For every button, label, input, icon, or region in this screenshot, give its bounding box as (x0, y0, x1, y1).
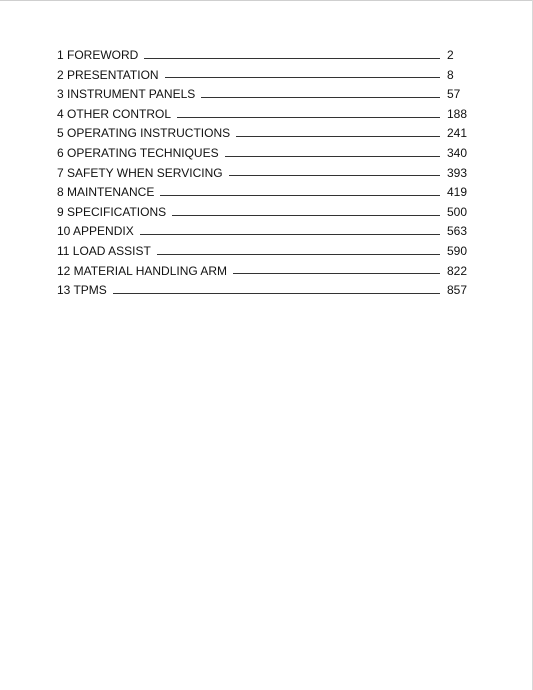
toc-entry-title: 13 TPMS (57, 283, 107, 298)
toc-entry-page-number: 57 (447, 87, 461, 102)
toc-leader-line (236, 136, 440, 137)
toc-entry-load-assist[interactable] (57, 242, 469, 262)
toc-entry-page-number: 419 (447, 185, 468, 200)
toc-entry-page-number: 500 (447, 204, 468, 219)
toc-entry-page-number: 563 (447, 224, 468, 239)
toc-entry-page-number: 241 (447, 126, 468, 141)
toc-leader-line (144, 58, 440, 59)
toc-entry-title: 11 LOAD ASSIST (57, 243, 151, 258)
toc-entry-title: 1 FOREWORD (57, 48, 139, 62)
toc-entry-safety-when-servicing[interactable] (57, 164, 469, 184)
toc-leader-line (229, 175, 440, 176)
toc-entry-title: 2 PRESENTATION (57, 67, 159, 82)
toc-entry-page-number: 857 (447, 283, 468, 298)
toc-entry-page-number: 340 (447, 145, 468, 160)
toc-entry-title: 9 SPECIFICATIONS (57, 204, 167, 219)
toc-entry-title: 5 OPERATING INSTRUCTIONS (57, 126, 231, 141)
toc-entry-material-handling-arm[interactable] (57, 262, 469, 282)
toc-entry-presentation[interactable] (57, 66, 469, 86)
toc-entry-page-number: 590 (447, 243, 468, 258)
toc-entry-other-control[interactable] (57, 105, 469, 125)
toc-entry-title: 10 APPENDIX (57, 224, 134, 239)
toc-entry-title: 6 OPERATING TECHNIQUES (57, 145, 219, 160)
toc-entry-page-number: 8 (447, 67, 454, 82)
toc-entry-maintenance[interactable] (57, 183, 469, 203)
toc-entry-appendix[interactable] (57, 222, 469, 242)
toc-entry-page-number: 188 (447, 106, 468, 121)
toc-leader-line (201, 97, 440, 98)
toc-entry-page-number: 2 (447, 48, 454, 62)
toc-entry-title: 12 MATERIAL HANDLING ARM (57, 263, 228, 278)
toc-entry-title: 3 INSTRUMENT PANELS (57, 87, 196, 102)
toc-entry-page-number: 822 (447, 263, 468, 278)
toc-entry-instrument-panels[interactable] (57, 85, 469, 105)
toc-leader-line (172, 215, 440, 216)
page-top-border (0, 0, 533, 1)
toc-entry-tpms[interactable] (57, 281, 469, 301)
toc-leader-line (165, 77, 440, 78)
toc-entry-title: 7 SAFETY WHEN SERVICING (57, 165, 223, 180)
toc-leader-line (225, 156, 440, 157)
toc-entry-title: 4 OTHER CONTROL (57, 106, 172, 121)
toc-leader-line (177, 117, 440, 118)
toc-entry-specifications[interactable] (57, 203, 469, 223)
toc-entry-operating-instructions[interactable] (57, 124, 469, 144)
toc-leader-line (157, 254, 440, 255)
toc-leader-line (113, 293, 440, 294)
table-of-contents (57, 46, 469, 301)
toc-entry-operating-techniques[interactable] (57, 144, 469, 164)
toc-leader-line (160, 195, 440, 196)
toc-entry-page-number: 393 (447, 165, 468, 180)
toc-leader-line (233, 273, 440, 274)
toc-leader-line (140, 234, 440, 235)
toc-entry-foreword[interactable] (57, 46, 469, 66)
toc-entry-title: 8 MAINTENANCE (57, 185, 155, 200)
